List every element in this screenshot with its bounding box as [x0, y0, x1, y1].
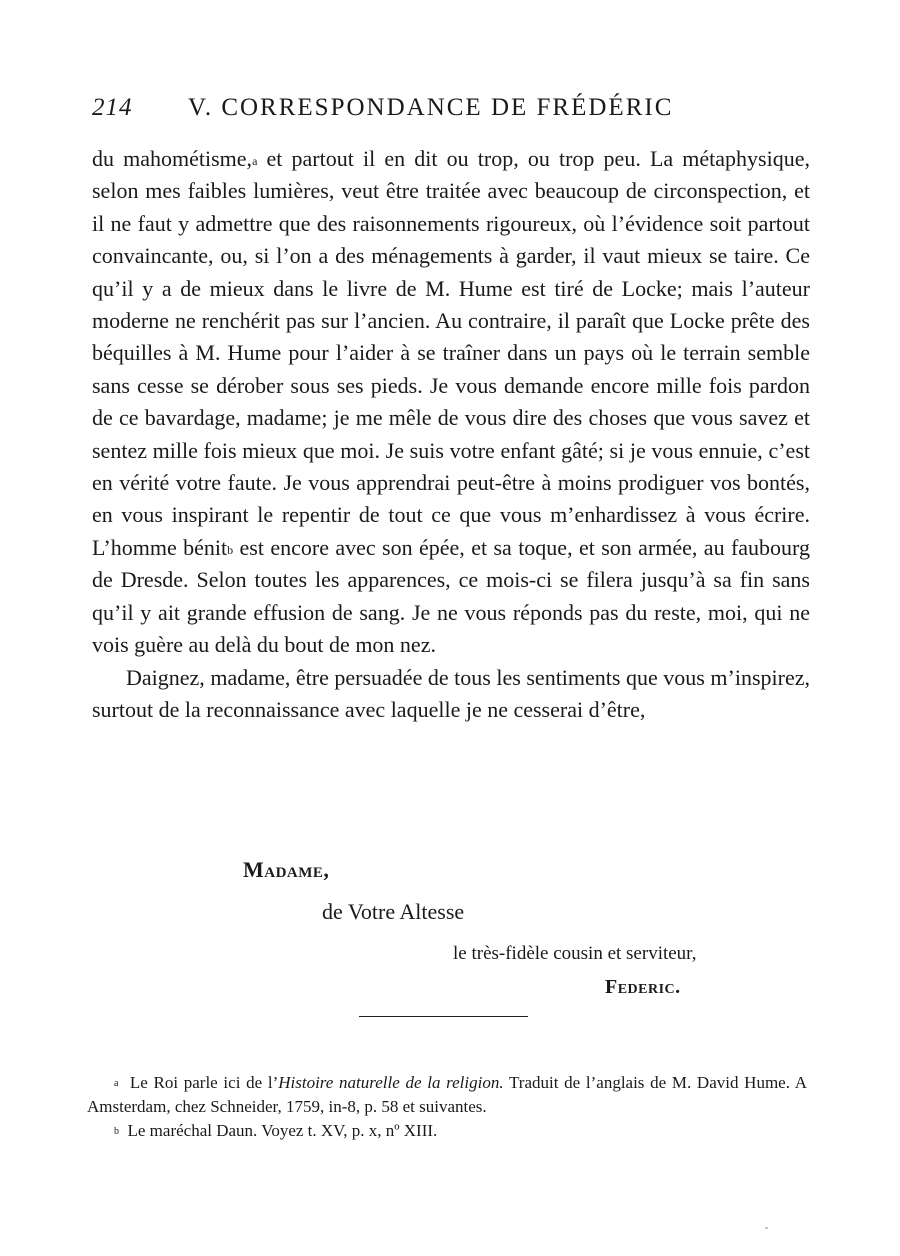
closing-line: le très-fidèle cousin et serviteur, [453, 943, 697, 964]
salutation: Madame, [243, 857, 330, 882]
footnote-mark: a [114, 1078, 119, 1089]
body-text: du mahométisme, [92, 146, 253, 171]
signature: Federic. [605, 976, 681, 998]
body-text: est encore avec son épée, et sa toque, et son armée, au faubourg de Dresde. Selon toutes les apparences, ce mois-ci se filera jusqu’à sa fin sans qu’il y ait grande effusion de sang. Je ne vous réponds pas du reste, moi, qui ne vois guère au delà du bout de mon nez. [92, 534, 810, 658]
footnote-text: Le Roi parle ici de l’ [129, 1073, 279, 1092]
body-paragraph-1 [92, 143, 810, 662]
body-text: et partout il en dit ou trop, ou trop peu. La métaphysique, selon mes faibles lumières, veut être traitée avec beaucoup de circonspection, et il ne faut y admettre que des raisonnements rigoureux, où l’évidence soit partout convaincante, ou, si l’on a des ménagements à garder, il vaut mieux se taire. Ce qu’il y a de mieux dans le livre de M. Hume est tiré de Locke; mais l’auteur moderne ne renchérit pas sur l’ancien. Au contraire, il paraît que Locke prête des béquilles à M. Hume pour l’aider à se traîner dans un pays où le terrain semble sans cesse se dérober sous ses pieds. Je vous demande encore mille fois pardon de ce bavardage, madame; je me mêle de vous dire des choses que vous savez et sentez mille fois mieux que moi. Je suis votre enfant gâté; si je vous ennuie, c’est en vérité votre faute. Je vous apprendrai peut-être à moins prodiguer vos bontés, en vous inspirant le repentir de tout ce que vous m’enhardissez à vous écrire. L’homme bénit [92, 146, 810, 560]
closing-line: de Votre Altesse [322, 899, 465, 924]
footnote-ref-a: a [252, 154, 258, 168]
footnote-divider [359, 1016, 528, 1017]
running-header [92, 94, 812, 122]
footnotes [87, 1071, 807, 1143]
paper-speck [765, 1227, 768, 1229]
letter-body [92, 143, 810, 726]
body-paragraph-2: Daignez, madame, être persuadée de tous les sentiments que vous m’inspirez, surtout de la reconnaissance avec laquelle je ne cesserai d’être, [92, 664, 810, 722]
footnote-title: Histoire naturelle de la religion. [278, 1073, 504, 1092]
footnote-ref-b: b [227, 542, 234, 557]
footnote-text: Le maréchal Daun. Voyez t. XV, p. x, nº XIII. [127, 1121, 438, 1140]
footnote-mark: b [114, 1126, 119, 1137]
footnote-b [87, 1119, 807, 1143]
page-number: 214 [92, 94, 133, 121]
footnote-text: Traduit de l’anglais de M. David Hume. A Amsterdam, chez Schneider, 1759, in-8, p. 58 et suivantes. [87, 1073, 808, 1116]
footnote-a [87, 1071, 807, 1119]
running-title: V. CORRESPONDANCE DE FRÉDÉRIC [188, 94, 674, 121]
